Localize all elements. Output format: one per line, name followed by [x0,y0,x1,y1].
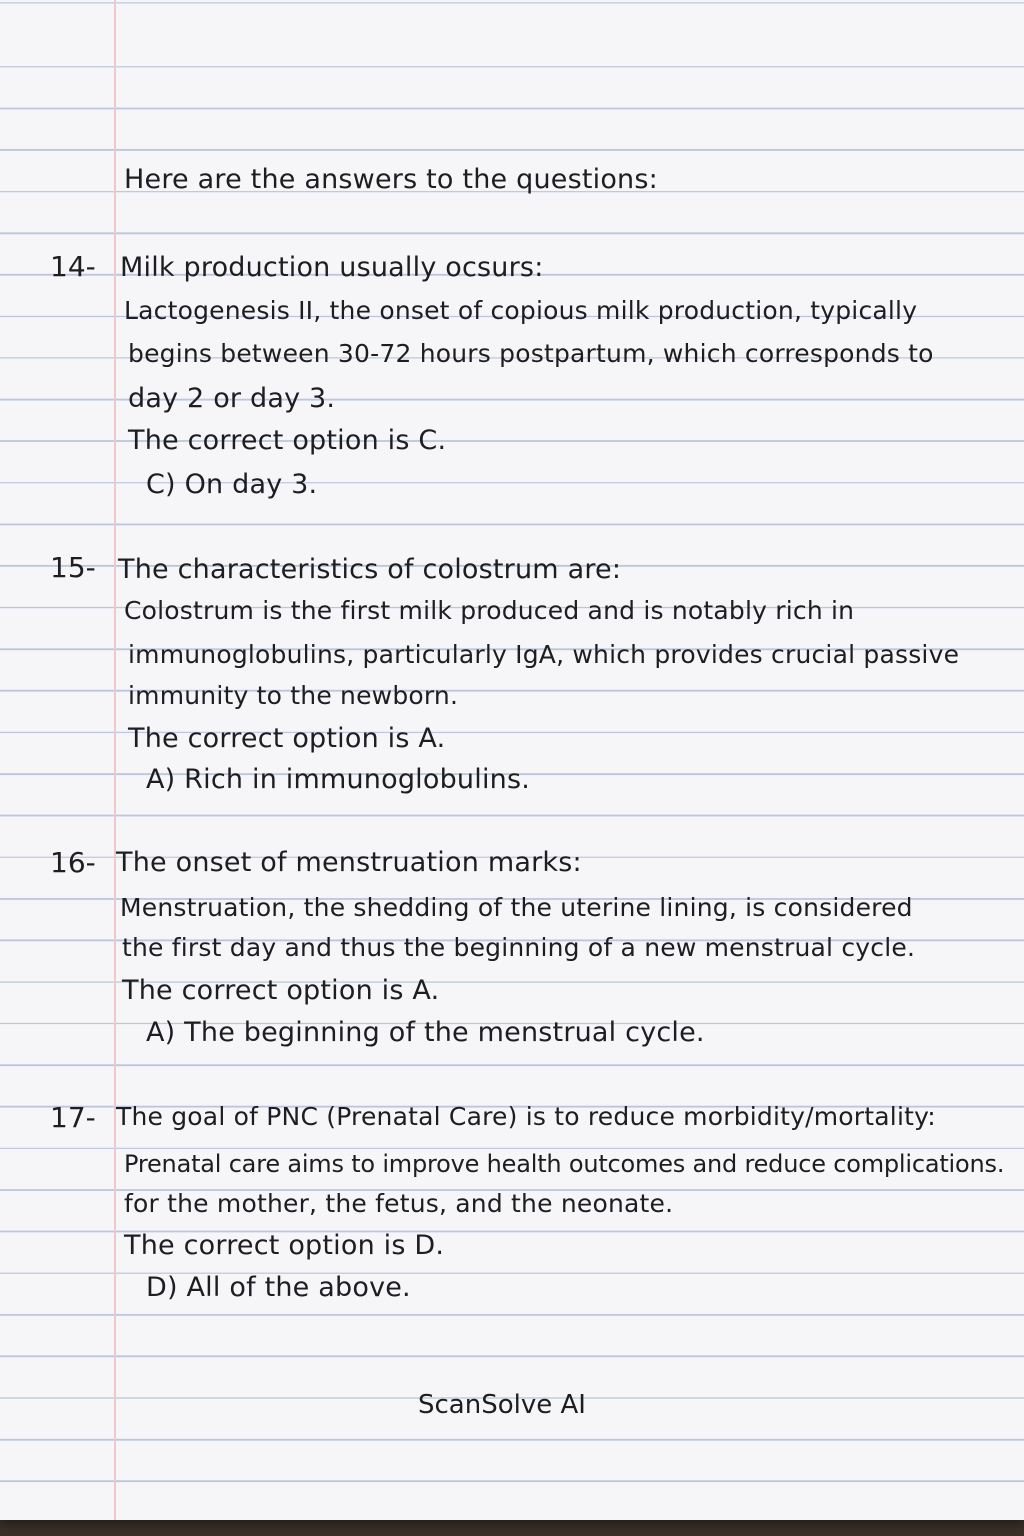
correct-option-text: The correct option is A. [128,723,446,754]
answer-text: D) All of the above. [146,1272,411,1303]
question-number: 15- [50,551,96,584]
explanation-line: Prenatal care aims to improve health outcomes and reduce complications. [124,1150,1005,1178]
explanation-line: the first day and thus the beginning of a new menstrual cycle. [122,933,916,962]
explanation-line: Menstruation, the shedding of the uterine lining, is considered [120,893,913,922]
explanation-line: Lactogenesis II, the onset of copious milk production, typically [124,296,918,325]
explanation-line: Colostrum is the first milk produced and is notably rich in [124,596,855,625]
question-title: The goal of PNC (Prenatal Care) is to reduce morbidity/mortality: [116,1102,936,1131]
explanation-line: for the mother, the fetus, and the neonate. [124,1189,674,1218]
answer-text: A) The beginning of the menstrual cycle. [146,1017,705,1048]
intro-text: Here are the answers to the questions: [124,164,658,195]
correct-option-text: The correct option is D. [124,1230,445,1261]
question-number: 14- [50,250,96,283]
question-title: The onset of menstruation marks: [116,847,582,878]
correct-option-text: The correct option is A. [122,975,440,1006]
margin-line [114,0,116,1520]
question-title: Milk production usually ocsurs: [120,252,544,283]
question-number: 17- [50,1101,96,1134]
question-number: 16- [50,846,96,879]
correct-option-text: The correct option is C. [128,425,447,456]
explanation-line: day 2 or day 3. [128,383,336,414]
answer-text: C) On day 3. [146,469,318,500]
question-title: The characteristics of colostrum are: [118,554,622,585]
explanation-line: immunity to the newborn. [128,681,459,710]
answer-text: A) Rich in immunoglobulins. [146,764,531,795]
explanation-line: begins between 30-72 hours postpartum, which corresponds to [128,339,934,368]
explanation-line: immunoglobulins, particularly IgA, which provides crucial passive [128,640,960,669]
footer-brand: ScanSolve AI [418,1390,586,1420]
